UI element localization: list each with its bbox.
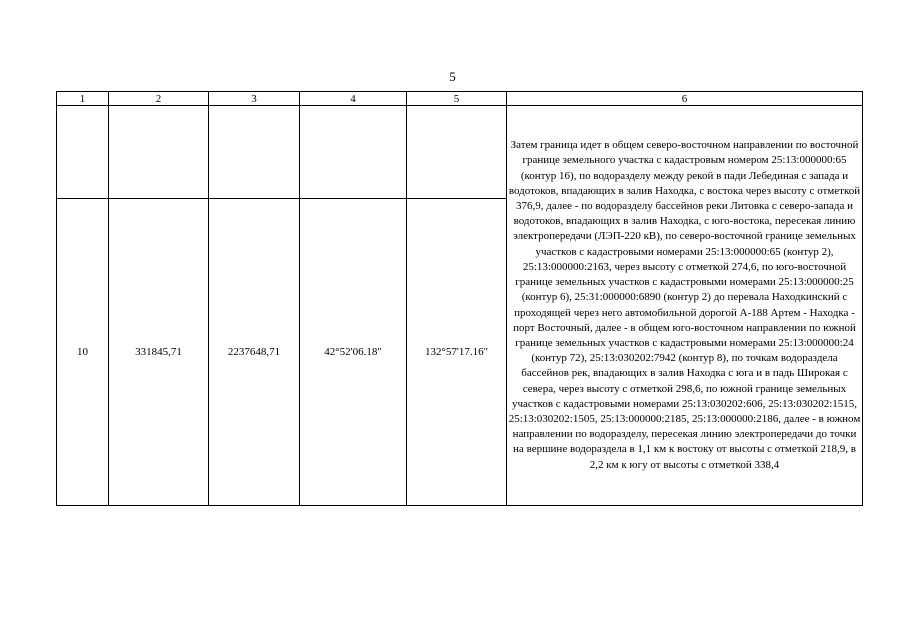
point-number: 10 — [57, 199, 109, 506]
longitude: 132°57'17.16" — [407, 199, 507, 506]
latitude: 42°52'06.18" — [300, 199, 407, 506]
empty-cell — [109, 106, 209, 199]
empty-cell — [407, 106, 507, 199]
empty-cell — [209, 106, 300, 199]
table-header-row — [57, 92, 863, 106]
coordinate-y: 2237648,71 — [209, 199, 300, 506]
page-number: 5 — [449, 69, 456, 84]
boundary-table — [56, 91, 863, 506]
column-header-2: 2 — [109, 92, 209, 106]
coordinate-x: 331845,71 — [109, 199, 209, 506]
empty-cell — [300, 106, 407, 199]
column-header-3: 3 — [209, 92, 300, 106]
boundary-description: Затем граница идет в общем северо-восточном направлении по восточной границе земельного участка с кадастровым номером 25:13:000000:65 (контур 16), по водоразделу между рекой в пади Лебединая с запада и водотоков, впадающих в залив Находка, с востока через высоту с отметкой 376,9, далее - по водоразделу бассейнов реки Литовка с северо-запада и водотоков, впадающих в залив Находка, с юго-востока, пересекая линию электропередачи (ЛЭП-220 кВ), по северо-восточной границе земельных участков с кадастровыми номерами 25:13:000000:65 (контур 2), 25:13:000000:2163, через высоту с отметкой 274,6, по юго-восточной границе земельных участков с кадастровыми номерами 25:13:000000:25 (контур 6), 25:31:000000:6890 (контур 2) до перевала Находкинский с проходящей через него автомобильной дорогой А-188 Артем - Находка - порт Восточный, далее - в общем юго-восточном направлении по южной границе земельных участков с кадастровыми номерами 25:13:000000:24 (контур 72), 25:13:030202:7942 (контур 8), по точкам водораздела бассейнов рек, впадающих в залив Находка с юга и в падь Широкая с севера, через высоту с отметкой 298,6, по южной границе земельных участков с кадастровыми номерами 25:13:030202:606, 25:13:030202:1515, 25:13:030202:1505, 25:13:000000:2185, 25:13:000000:2186, далее - в южном направлении по водоразделу, пересекая линию электропередачи до точки на вершине водораздела в 1,1 км к востоку от высоты с отметкой 218,9, в 2,2 км к югу от высоты с отметкой 338,4 — [507, 106, 863, 506]
column-header-1: 1 — [57, 92, 109, 106]
table-row-continuation — [57, 106, 863, 199]
column-header-5: 5 — [407, 92, 507, 106]
column-header-6: 6 — [507, 92, 863, 106]
empty-cell — [57, 106, 109, 199]
column-header-4: 4 — [300, 92, 407, 106]
